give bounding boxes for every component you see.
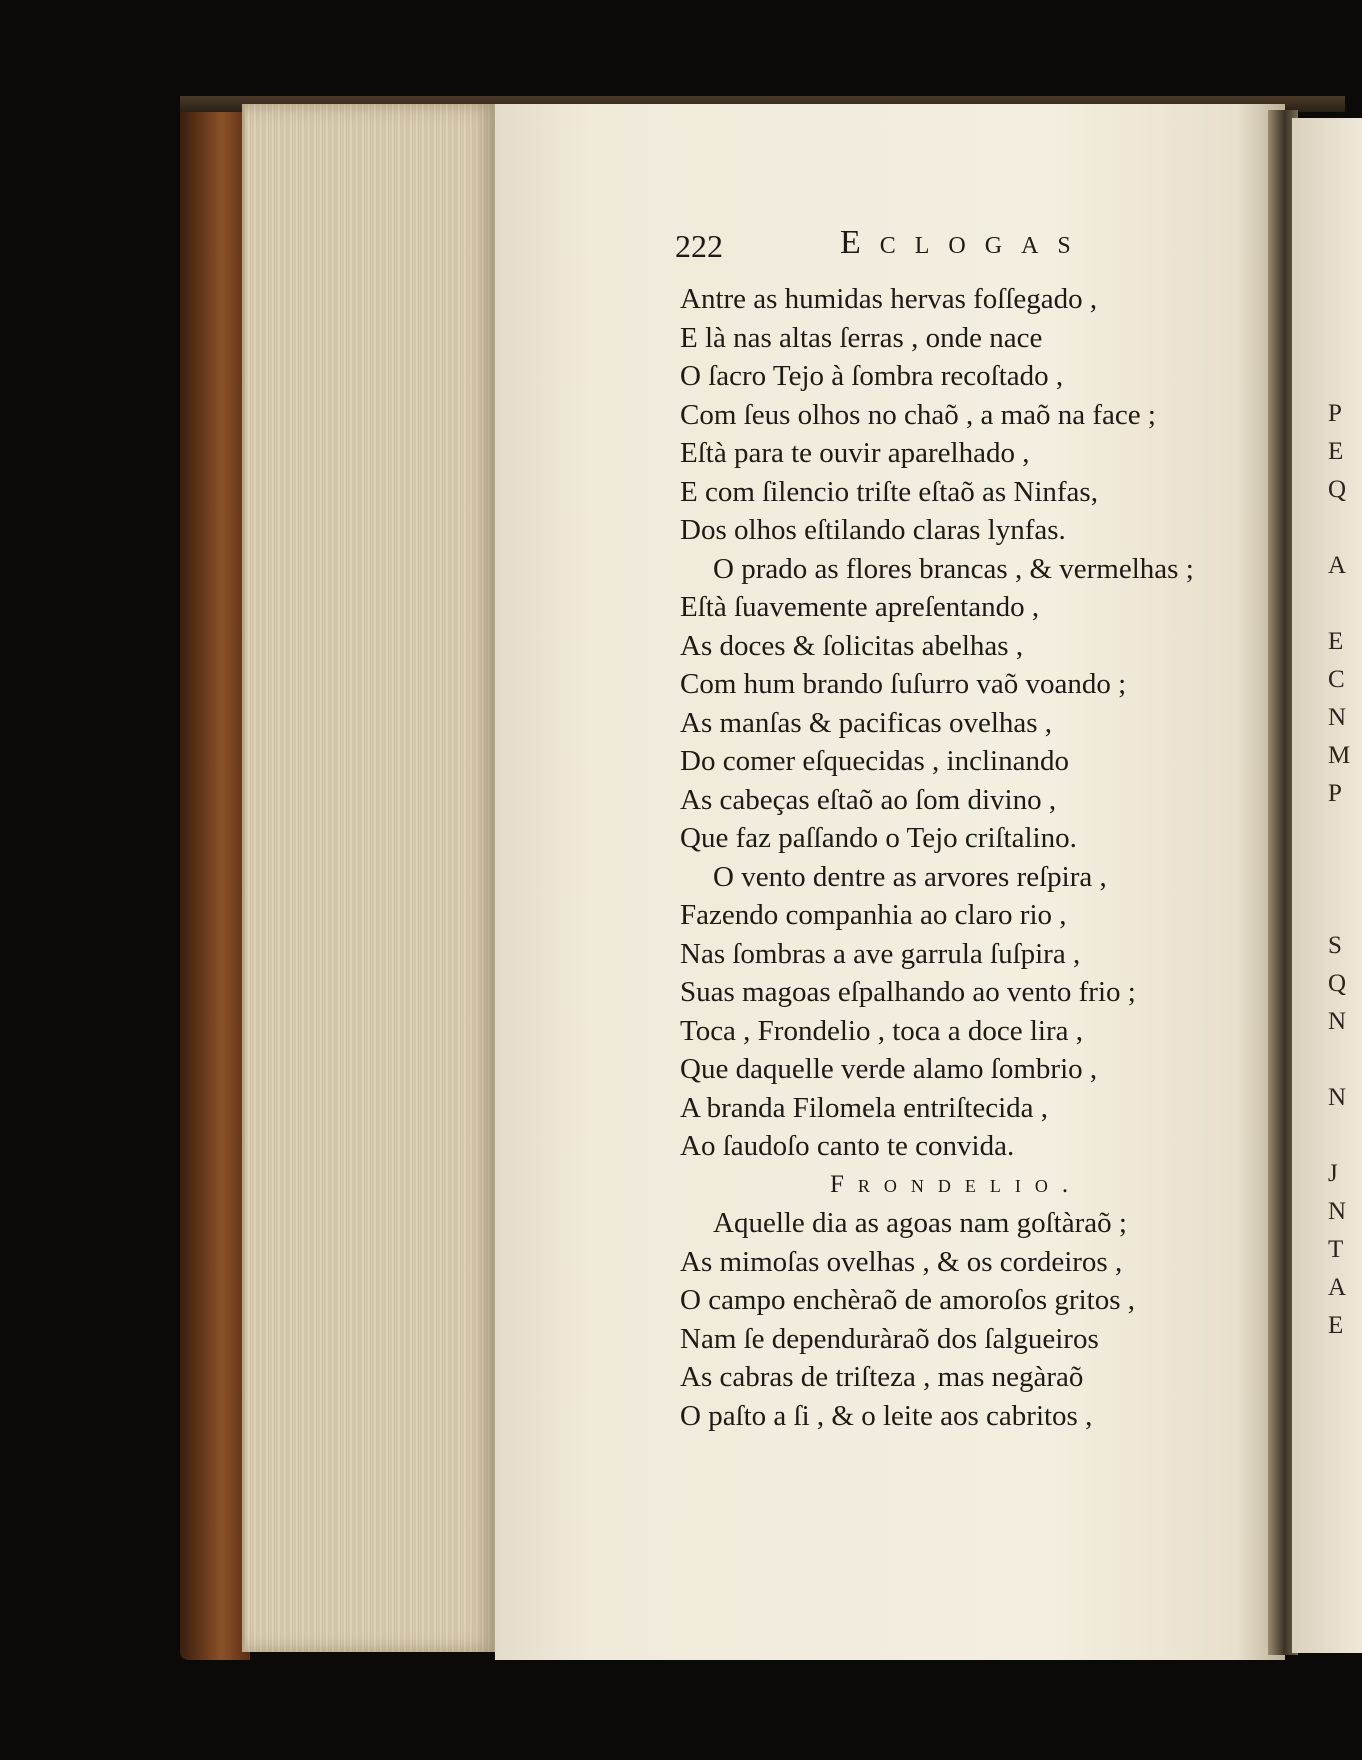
facing-page-initial: A <box>1328 552 1347 579</box>
verse-line: E là nas altas ſerras , onde nace <box>680 321 1043 354</box>
facing-page-initial: C <box>1328 666 1345 693</box>
verse-line: Do comer eſquecidas , inclinando <box>680 745 1069 777</box>
verse-line: Antre as humidas hervas foſſegado , <box>680 283 1098 315</box>
verse-line: Com hum brando ſuſurro vaõ voando ; <box>680 668 1127 700</box>
verse-line: A branda Filomela entriſtecida , <box>680 1091 1049 1124</box>
verse-line: As cabeças eſtaõ ao ſom divino , <box>680 783 1057 816</box>
running-head: Eclogas <box>840 224 1090 261</box>
facing-page-initial <box>1328 1041 1345 1079</box>
verse-line: As doces & ſolicitas abelhas , <box>680 629 1024 662</box>
facing-page-letters <box>1328 395 1351 1345</box>
verse-line: Ao ſaudoſo canto te convida. <box>680 1130 1015 1162</box>
verse-line: E com ſilencio triſte eſtaõ as Ninfas, <box>680 475 1098 508</box>
verse-line: Dos olhos eſtilando claras lynfas. <box>680 514 1066 546</box>
verse-line: As manſas & pacificas ovelhas , <box>680 706 1053 739</box>
facing-page-initial: T <box>1328 1236 1344 1263</box>
page-number: 222 <box>675 228 723 264</box>
verse-line: Com ſeus olhos no chaõ , a maõ na face ; <box>680 398 1156 431</box>
leather-cover <box>180 100 250 1660</box>
verse-line: O ſacro Tejo à ſombra recoſtado , <box>680 360 1064 392</box>
facing-page-initial <box>1328 851 1345 889</box>
facing-page <box>1292 118 1362 1653</box>
facing-page-initial: E <box>1328 1312 1344 1339</box>
verse-line: O vento dentre as arvores reſpira , <box>713 860 1107 893</box>
verse-line: Nas ſombras a ave garrula ſuſpira , <box>680 937 1081 970</box>
facing-page-initial: P <box>1328 780 1342 807</box>
facing-page-initial: E <box>1328 628 1344 655</box>
facing-page-initial: Q <box>1328 970 1347 997</box>
verse-line: Toca , Frondelio , toca a doce lira , <box>680 1014 1084 1047</box>
verse-line: O prado as flores brancas , & vermelhas ; <box>713 552 1194 585</box>
facing-page-initial: E <box>1328 438 1344 465</box>
facing-page-initial <box>1328 813 1345 851</box>
facing-page-initial: N <box>1328 1084 1347 1111</box>
verse-line: O paſto a ſi , & o leite aos cabritos , <box>680 1399 1093 1432</box>
verse-line: Que daquelle verde alamo ſombrio , <box>680 1053 1098 1085</box>
verse-line: Que faz paſſando o Tejo criſtalino. <box>680 822 1077 854</box>
verse-line: Eſtà ſuavemente apreſentando , <box>680 591 1040 623</box>
page-header <box>675 224 1130 264</box>
facing-page-initial: J <box>1328 1160 1338 1187</box>
facing-page-initial <box>1328 1117 1345 1155</box>
facing-page-initial <box>1328 889 1345 927</box>
facing-page-initial: P <box>1328 400 1342 427</box>
facing-page-initial: N <box>1328 1008 1347 1035</box>
verse-line: As cabras de triſteza , mas negàraõ <box>680 1361 1084 1393</box>
facing-page-initial: N <box>1328 1198 1347 1225</box>
facing-page-initial: A <box>1328 1274 1347 1301</box>
facing-page-initial: S <box>1328 932 1342 959</box>
facing-page-initial: Q <box>1328 476 1347 503</box>
verse-line: Nam ſe dependuràraõ dos ſalgueiros <box>680 1322 1099 1355</box>
verse-line: Eſtà para te ouvir aparelhado , <box>680 437 1030 469</box>
poem-text <box>680 280 1270 1435</box>
verse-line: Suas magoas eſpalhando ao vento frio ; <box>680 976 1136 1008</box>
verse-line: Fazendo companhia ao claro rio , <box>680 899 1067 931</box>
verse-line: Aquelle dia as agoas nam goſtàraõ ; <box>713 1207 1127 1239</box>
facing-page-initial <box>1328 509 1345 547</box>
verse-line: O campo enchèraõ de amoroſos gritos , <box>680 1284 1135 1316</box>
verse-line: As mimoſas ovelhas , & os cordeiros , <box>680 1245 1123 1278</box>
facing-page-initial <box>1328 585 1345 623</box>
facing-page-initial: M <box>1328 742 1351 769</box>
speaker-name: Frondelio. <box>830 1170 1083 1198</box>
facing-page-initial: N <box>1328 704 1347 731</box>
page-block-edges <box>242 104 500 1652</box>
